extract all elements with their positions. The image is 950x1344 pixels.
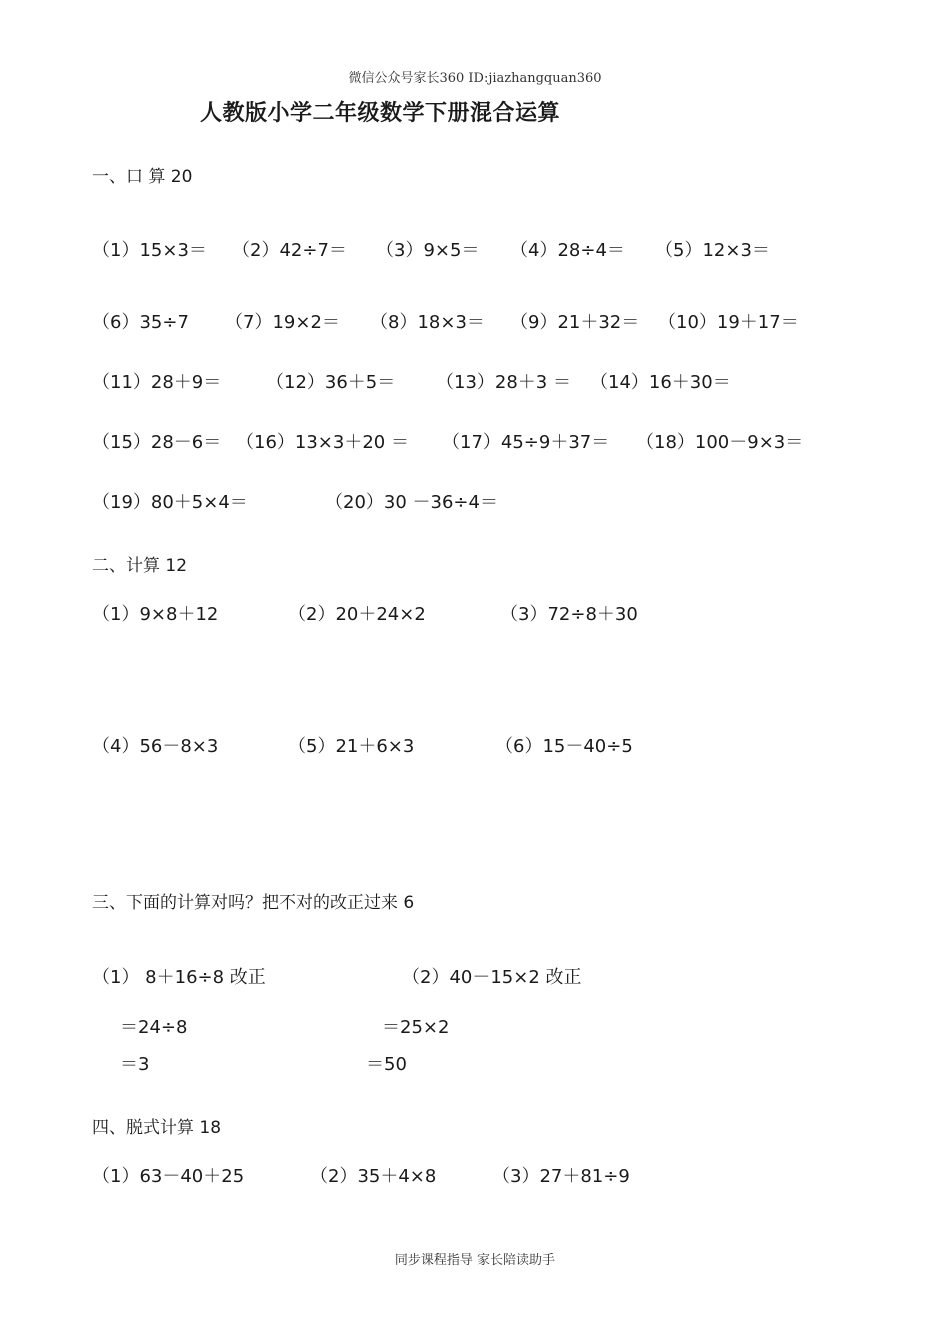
oral-item: （17）45÷9＋37＝ xyxy=(442,432,610,453)
check-problem-step: ＝3 xyxy=(120,1054,150,1075)
oral-item: （11）28＋9＝ xyxy=(92,372,222,393)
oral-item: （8）18×3＝ xyxy=(370,312,485,333)
oral-item: （1）15×3＝ xyxy=(92,240,207,261)
oral-item: （12）36＋5＝ xyxy=(266,372,396,393)
check-problem-step: ＝25×2 xyxy=(382,1017,450,1038)
check-problem-step: ＝50 xyxy=(366,1054,407,1075)
oral-item: （4）28÷4＝ xyxy=(510,240,625,261)
check-problem-expr: （2）40－15×2 改正 xyxy=(402,967,582,988)
oral-item: （9）21＋32＝ xyxy=(510,312,640,333)
calc-item: （2）20＋24×2 xyxy=(288,604,426,625)
section-heading-check: 三、下面的计算对吗？把不对的改正过来 6 xyxy=(92,893,415,913)
stepwise-item: （3）27＋81÷9 xyxy=(492,1166,630,1187)
section-heading-oral: 一、口 算 20 xyxy=(92,167,193,187)
oral-item: （16）13×3＋20 ＝ xyxy=(236,432,409,453)
oral-item: （10）19＋17＝ xyxy=(658,312,799,333)
oral-item: （15）28－6＝ xyxy=(92,432,222,453)
oral-item: （19）80＋5×4＝ xyxy=(92,492,248,513)
oral-item: （2）42÷7＝ xyxy=(232,240,347,261)
oral-item: （5）12×3＝ xyxy=(655,240,770,261)
check-problem-step: ＝24÷8 xyxy=(120,1017,188,1038)
oral-item: （7）19×2＝ xyxy=(225,312,340,333)
calc-item: （5）21＋6×3 xyxy=(288,736,415,757)
oral-item: （6）35÷7 xyxy=(92,312,189,333)
check-problem-expr: （1） 8＋16÷8 改正 xyxy=(92,967,266,988)
stepwise-item: （2）35＋4×8 xyxy=(310,1166,437,1187)
oral-item: （3）9×5＝ xyxy=(376,240,480,261)
section-heading-stepwise: 四、脱式计算 18 xyxy=(92,1118,222,1138)
page-footer: 同步课程指导 家长陪读助手 xyxy=(394,1253,556,1268)
oral-item: （13）28＋3 ＝ xyxy=(436,372,571,393)
calc-item: （4）56－8×3 xyxy=(92,736,219,757)
stepwise-item: （1）63－40＋25 xyxy=(92,1166,245,1187)
calc-item: （1）9×8＋12 xyxy=(92,604,219,625)
calc-item: （3）72÷8＋30 xyxy=(500,604,638,625)
section-heading-calc: 二、计算 12 xyxy=(92,556,188,576)
oral-item: （20）30 －36÷4＝ xyxy=(325,492,498,513)
oral-item: （14）16＋30＝ xyxy=(590,372,731,393)
page-title: 人教版小学二年级数学下册混合运算 xyxy=(200,101,561,126)
page-header: 微信公众号家长360 ID:jiazhangquan360 xyxy=(348,71,602,86)
calc-item: （6）15－40÷5 xyxy=(495,736,633,757)
oral-item: （18）100－9×3＝ xyxy=(636,432,804,453)
